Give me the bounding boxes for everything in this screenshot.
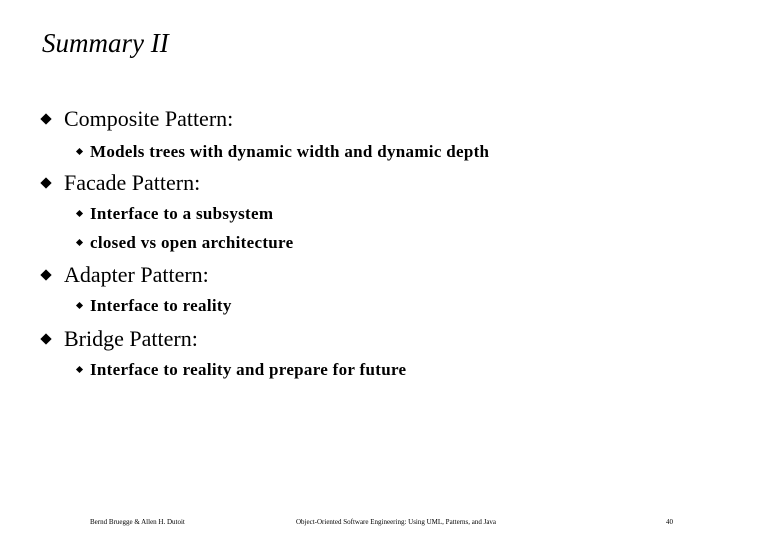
bullet-label: Bridge Pattern: bbox=[64, 326, 198, 351]
small-diamond-bullet-icon bbox=[76, 210, 83, 217]
bullet-bridge bbox=[39, 324, 406, 384]
bullet-label: Facade Pattern: bbox=[64, 170, 201, 195]
sub-bullet-text: Interface to reality bbox=[90, 295, 232, 315]
small-diamond-bullet-icon bbox=[76, 366, 83, 373]
sub-bullet-text: closed vs open architecture bbox=[90, 232, 294, 252]
diamond-bullet-icon bbox=[40, 177, 51, 188]
bullet-label: Composite Pattern: bbox=[64, 106, 234, 131]
small-diamond-bullet-icon bbox=[76, 148, 83, 155]
bullet-composite bbox=[39, 104, 489, 166]
small-diamond-bullet-icon bbox=[76, 239, 83, 246]
slide-title: Summary II bbox=[42, 28, 169, 58]
sub-bullet-text: Interface to a subsystem bbox=[90, 203, 274, 223]
bullet-facade bbox=[39, 168, 293, 257]
diamond-bullet-icon bbox=[40, 113, 51, 124]
footer-book-title: Object-Oriented Software Engineering: Using UML, Patterns, and Java bbox=[296, 518, 497, 526]
diamond-bullet-icon bbox=[40, 269, 51, 280]
sub-bullet-text: Models trees with dynamic width and dynamic depth bbox=[90, 141, 490, 161]
footer-authors: Bernd Bruegge & Allen H. Dutoit bbox=[90, 518, 185, 526]
footer-page-number: 40 bbox=[666, 518, 673, 526]
sub-bullet-text: Interface to reality and prepare for future bbox=[90, 359, 407, 379]
bullet-label: Adapter Pattern: bbox=[64, 262, 209, 287]
small-diamond-bullet-icon bbox=[76, 302, 83, 309]
bullet-adapter bbox=[39, 260, 232, 320]
diamond-bullet-icon bbox=[40, 333, 51, 344]
